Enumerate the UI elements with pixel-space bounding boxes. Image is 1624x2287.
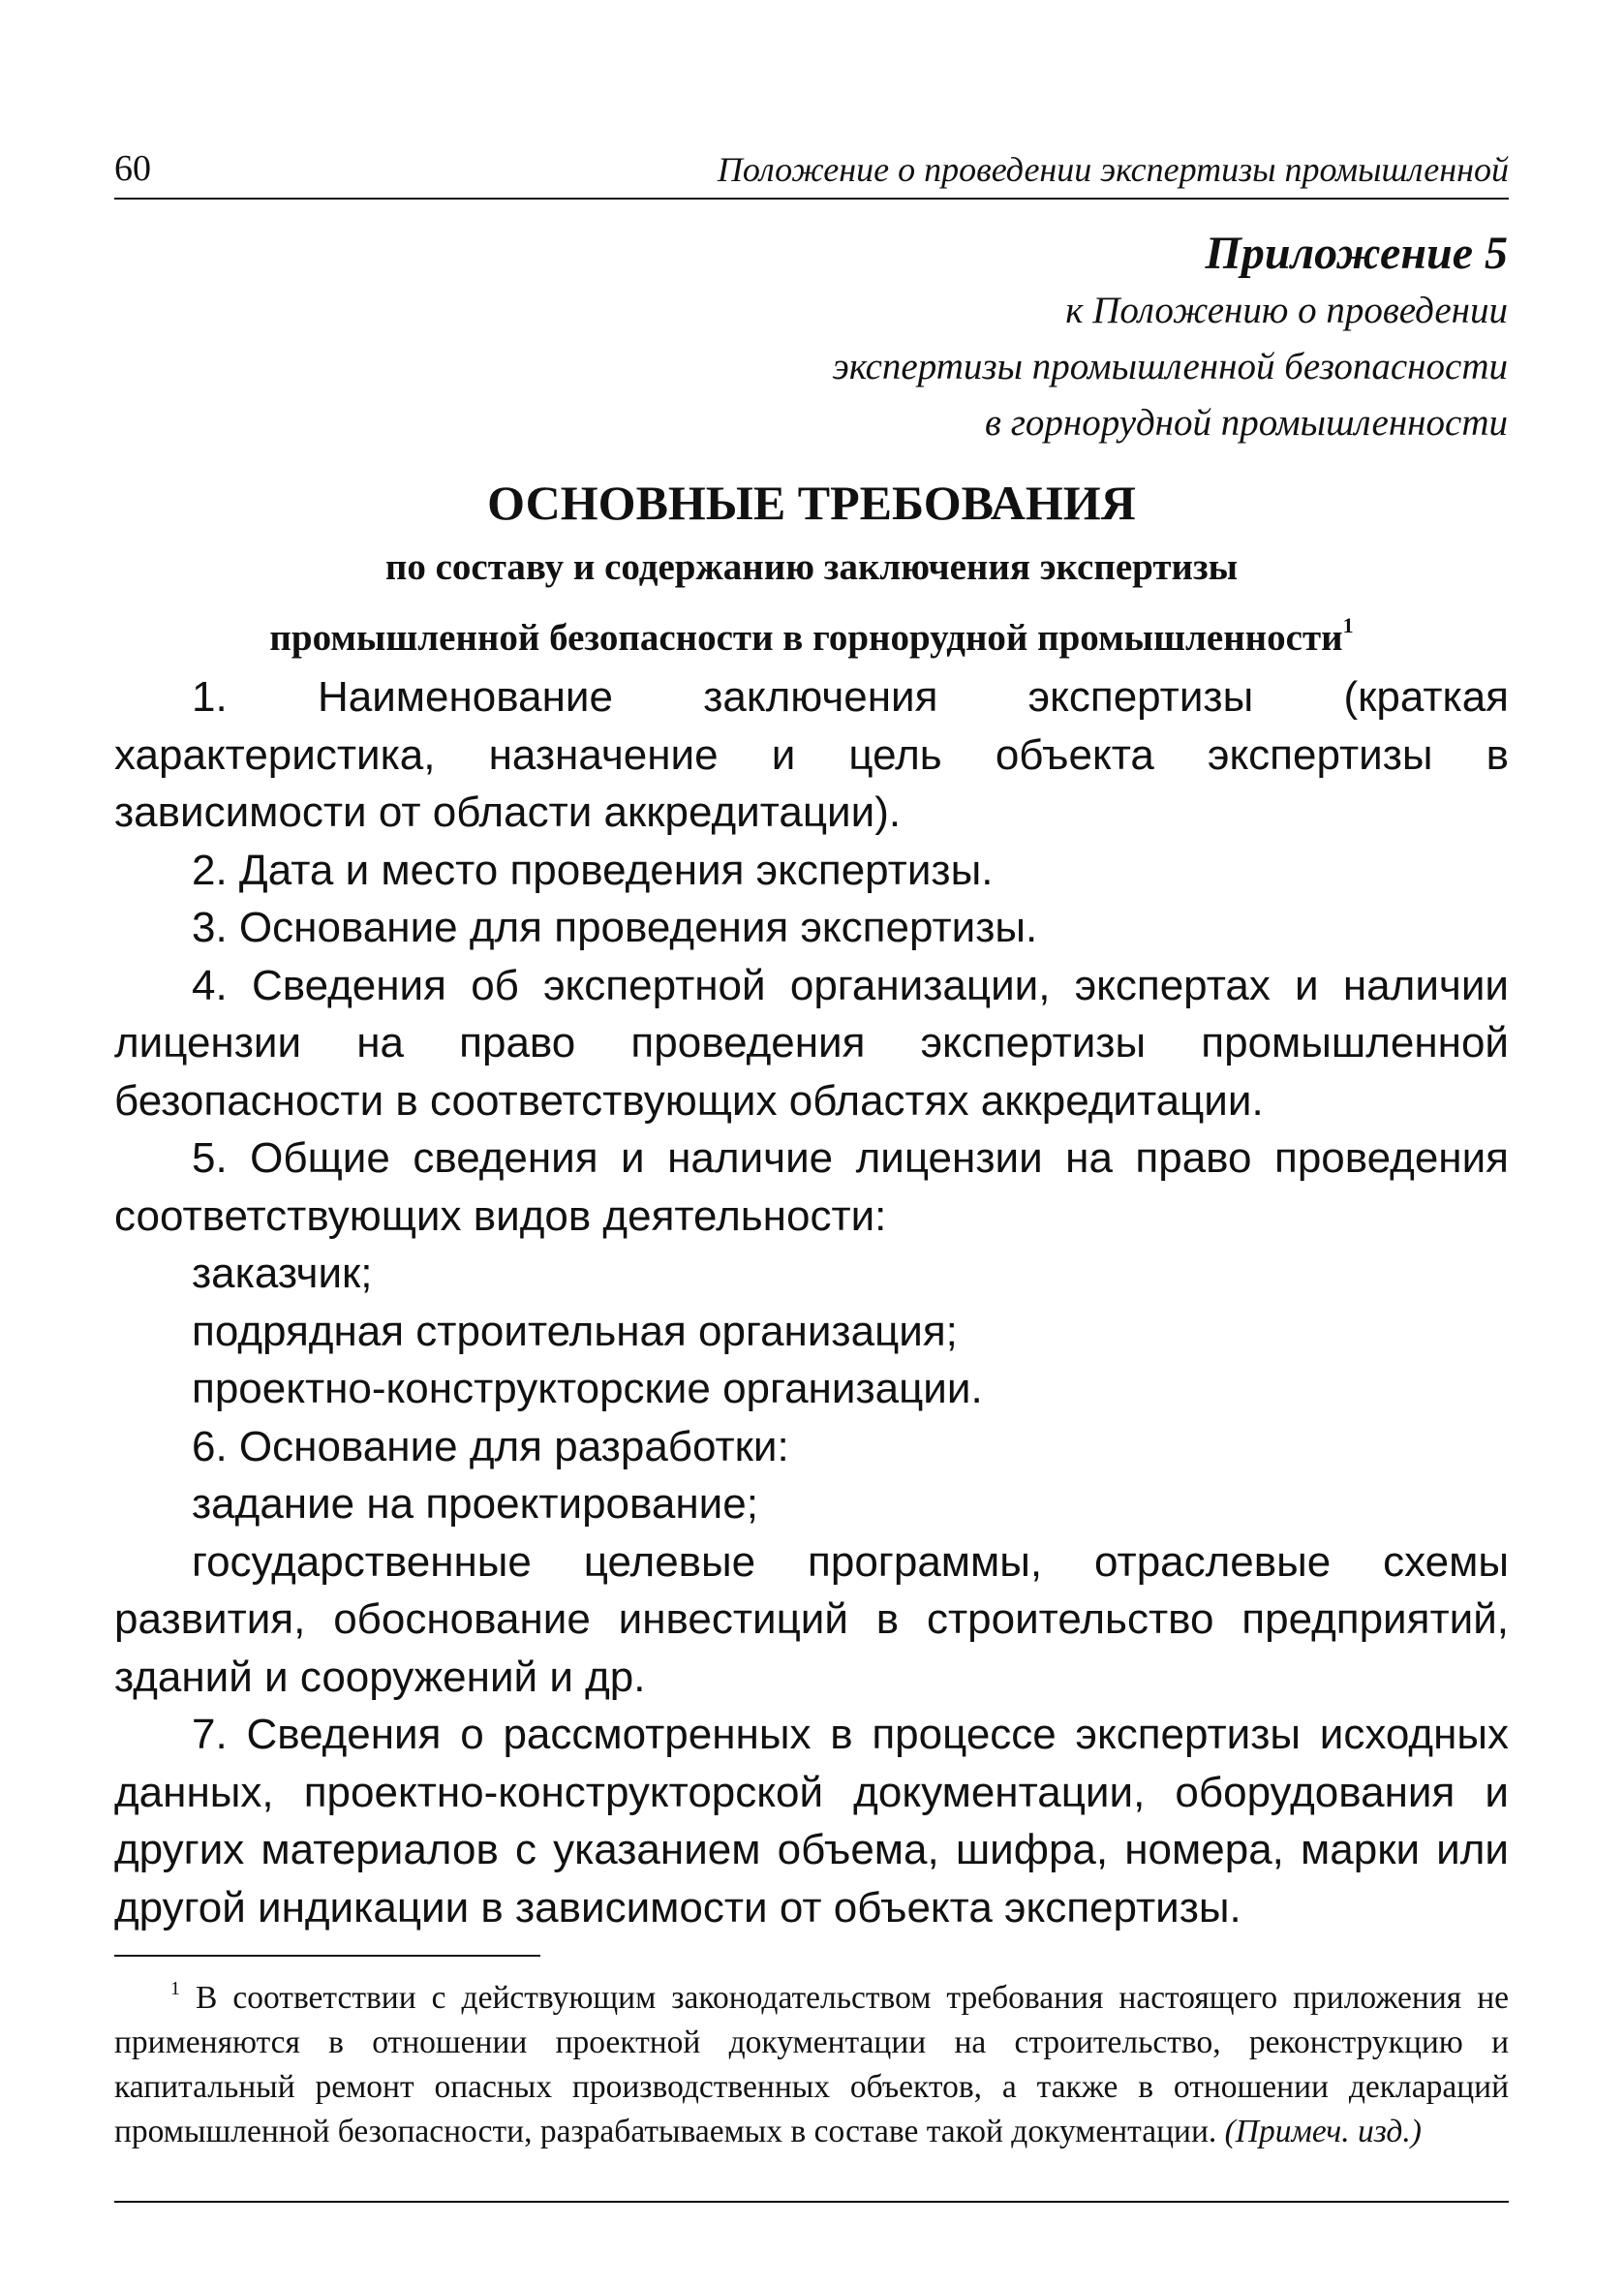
footnote-mark: 1 [170,1978,180,1999]
running-title: Положение о проведении экспертизы промышленной [717,150,1509,189]
subtitle-line-2-text: промышленной безопасности в горнорудной промышленности [269,617,1343,659]
appendix-line-3: в горнорудной промышленности [985,402,1508,444]
appendix-block [636,225,1508,451]
item-6-sub-2: государственные целевые программы, отраслевые схемы развития, обоснование инвестиций в строительство предприятий, зданий и сооружений и др. [114,1537,1509,1701]
item-6: 6. Основание для разработки: [192,1422,789,1470]
subtitle-line-2 [114,597,1509,667]
item-6-sub-1: задание на проектирование; [192,1480,758,1528]
item-7: 7. Сведения о рассмотренных в процессе экспертизы исходных данных, проектно-конструкторской документации, оборудования и других материалов с указанием объема, шифра, номера, марки или другой индикации в зависимости от объекта экспертизы. [114,1711,1509,1932]
footnote-text: В соответствии с действующим законодательством требования настоящего приложения не применяются в отношении проектной документации на строительство, реконструкцию и капитальный ремонт опасных производственных объектов, а также в отношении деклараций промышленной безопасности, разрабатываемых в составе такой документации. [114,1980,1509,2149]
document-title: ОСНОВНЫЕ ТРЕБОВАНИЯ [487,476,1136,530]
item-4: 4. Сведения об экспертной организации, экспертах и наличии лицензии на право проведения экспертизы промышленной безопасности в соответствующих областях аккредитации. [114,961,1509,1125]
item-5-sub-3: проектно-конструкторские организации. [192,1365,983,1412]
item-1: 1. Наименование заключения экспертизы (краткая характеристика, назначение и цель объекта экспертизы в зависимости от области аккредитации). [114,673,1509,836]
appendix-title: Приложение 5 [1205,228,1508,279]
appendix-line-1: к Положению о проведении [1065,290,1508,331]
footnote-separator [114,1955,540,1957]
item-3: 3. Основание для проведения экспертизы. [192,904,1038,951]
footnote [114,1966,1509,2154]
subtitle-line-1: по составу и содержанию заключения экспертизы [384,546,1239,588]
item-2: 2. Дата и место проведения экспертизы. [192,846,994,894]
page-number: 60 [114,148,151,189]
document-body [114,668,1509,1936]
item-5: 5. Общие сведения и наличие лицензии на право проведения соответствующих видов деятельности: [114,1134,1509,1240]
footnote-publisher-note: (Примеч. изд.) [1224,2114,1422,2149]
running-header [114,147,1509,200]
document-subtitle [114,539,1509,667]
bottom-rule [114,2201,1509,2203]
appendix-line-2: экспертизы промышленной безопасности [832,346,1508,387]
item-5-sub-1: заказчик; [192,1250,373,1297]
item-5-sub-2: подрядная строительная организация; [192,1307,958,1355]
footnote-reference: 1 [1342,613,1354,637]
